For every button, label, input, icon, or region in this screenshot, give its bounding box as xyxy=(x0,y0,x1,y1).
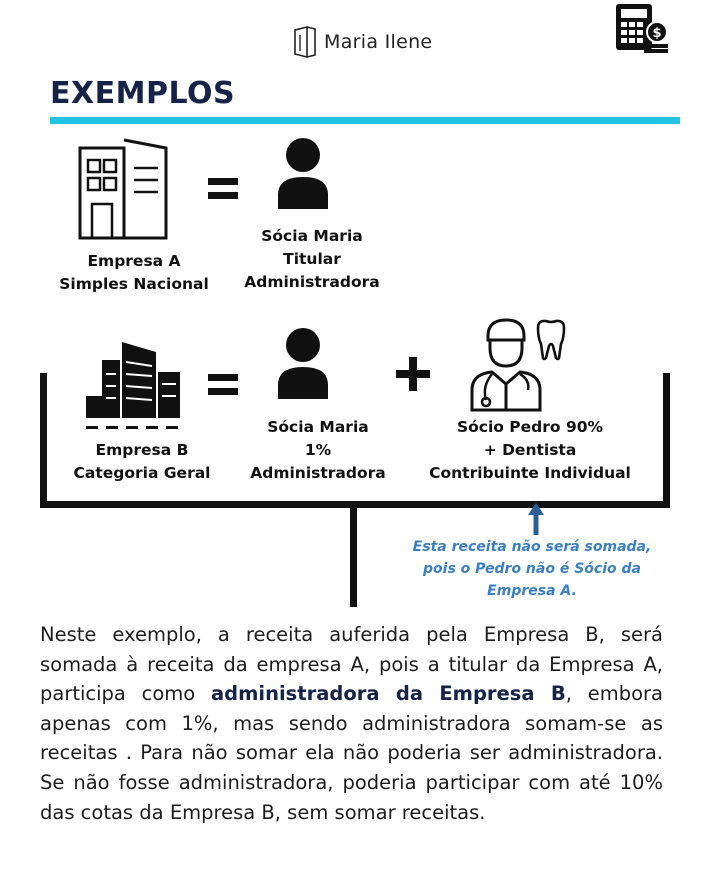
bracket-stem xyxy=(350,505,357,607)
tooth-icon xyxy=(534,318,568,362)
person-icon xyxy=(276,137,330,209)
arrow-up-icon xyxy=(527,503,545,535)
equals-sign xyxy=(208,178,238,200)
highlight-bold: administradora da Empresa B xyxy=(210,682,566,706)
open-door-icon xyxy=(292,25,318,59)
partner-maria-label: Sócia Maria Titular Administradora xyxy=(244,227,380,291)
title-underline xyxy=(50,117,680,124)
partner-maria-b-label: Sócia Maria 1% Administradora xyxy=(250,418,386,482)
page-title: EXEMPLOS xyxy=(50,76,236,111)
grouping-bracket xyxy=(40,373,670,508)
brand-name: Maria Ilene xyxy=(324,31,433,53)
revenue-note: Esta receita não será somada, pois o Pedro não é Sócio da Empresa A. xyxy=(412,539,652,599)
company-b-label: Empresa B Categoria Geral xyxy=(73,441,211,482)
brand-logo xyxy=(292,24,432,60)
calculator-dollar-icon xyxy=(614,2,670,54)
partner-pedro-label: Sócio Pedro 90% + Dentista Contribuinte Individual xyxy=(429,418,631,482)
building-outline-icon xyxy=(76,136,170,240)
company-a-label: Empresa A Simples Nacional xyxy=(59,252,209,293)
svg-text:$: $ xyxy=(652,26,662,41)
explanation-paragraph: Neste exemplo, a receita auferida pela Empresa B, será somada à receita da empresa A, pois a titular da Empresa A, participa como administradora da Empresa B, embora apenas com 1%, mas sendo administradora somam-se as receitas . Para não somar ela não poderia ser administradora. Se não fosse administradora, poderia participar com até 10% das cotas da Empresa B, sem somar receitas. xyxy=(40,623,663,824)
